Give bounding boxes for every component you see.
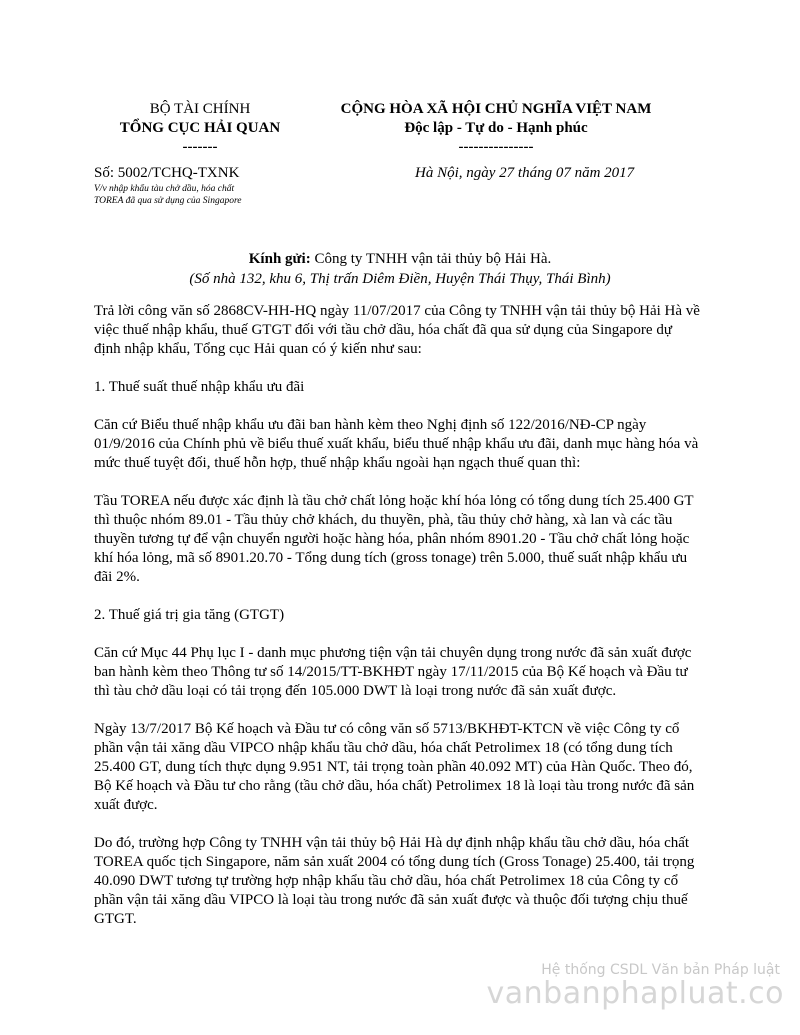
document-subject xyxy=(94,183,242,207)
subject-line-2: TOREA đã qua sử dụng của Singapore xyxy=(94,196,242,206)
national-header xyxy=(300,100,692,157)
document-number: Số: 5002/TCHQ-TXNK xyxy=(94,165,240,181)
paragraph-vat-basis: Căn cứ Mục 44 Phụ lục I - danh mục phương tiện vận tải chuyên dụng trong nước đã sản xuất được ban hành kèm theo Thông tư số 14/2015/TT-BKHĐT ngày 17/11/2015 của Bộ Kế hoạch và Đầu tư thì tàu chở dầu loại có tải trọng đến 105.000 DWT là loại trong nước đã sản xuất được. xyxy=(94,645,692,699)
department-name: TỔNG CỤC HẢI QUAN xyxy=(119,120,281,136)
paragraph-conclusion: Do đó, trường hợp Công ty TNHH vận tải thủy bộ Hải Hà dự định nhập khẩu tầu chở dầu, hóa chất TOREA quốc tịch Singapore, năm sản xuất 2004 có tổng dung tích (Gross Tonage) 25.400, tải trọng 40.090 DWT tương tự trường hợp nhập khẩu tầu chở dầu, hóa chất Petrolimex 18 của Công ty cổ phần vận tải xăng dầu VIPCO là loại tàu trong nước đã sản xuất được và thuộc đối tượng chịu thuế GTGT. xyxy=(94,835,695,927)
section-heading-1: 1. Thuế suất thuế nhập khẩu ưu đãi xyxy=(94,379,305,395)
watermark-site: vanbanphapluat.co xyxy=(486,976,784,1011)
left-separator: ------- xyxy=(182,139,218,155)
ministry-name: BỘ TÀI CHÍNH xyxy=(149,101,251,117)
recipient-address: (Số nhà 132, khu 6, Thị trấn Diêm Điền, Huyện Thái Thụy, Thái Bình) xyxy=(189,271,611,287)
recipient-name: Công ty TNHH vận tải thủy bộ Hải Hà. xyxy=(310,251,552,267)
motto: Độc lập - Tự do - Hạnh phúc xyxy=(404,120,588,136)
paragraph-tariff: Tầu TOREA nếu được xác định là tầu chở chất lỏng hoặc khí hóa lỏng có tổng dung tích 25.400 GT thì thuộc nhóm 89.01 - Tầu thủy chở khách, du thuyền, phà, tầu thủy chở hàng, xà lan và các tầu thuyền tương tự để vận chuyển người hoặc hàng hóa, phân nhóm 8901.20 - Tầu chở chất lỏng hoặc khí hóa lỏng, mã số 8901.20.70 - Tổng dung tích (gross tonage) trên 5.000, thuế suất nhập khẩu ưu đãi 2%. xyxy=(94,493,694,585)
recipient-line xyxy=(0,249,800,269)
document-date: Hà Nội, ngày 27 tháng 07 năm 2017 xyxy=(415,165,635,181)
document-body xyxy=(94,302,700,948)
section-heading-2: 2. Thuế giá trị gia tăng (GTGT) xyxy=(94,607,285,623)
paragraph-intro: Trả lời công văn số 2868CV-HH-HQ ngày 11/07/2017 của Công ty TNHH vận tải thủy bộ Hải Hà về việc thuế nhập khẩu, thuế GTGT đối với tầu chở dầu, hóa chất đã qua sử dụng của Singapore dự định nhập khẩu, Tổng cục Hải quan có ý kiến như sau: xyxy=(94,303,700,357)
subject-line-1: V/v nhập khẩu tàu chở dầu, hóa chất xyxy=(94,184,235,194)
watermark-caption: Hệ thống CSDL Văn bản Pháp luật xyxy=(541,962,780,978)
country-name: CỘNG HÒA XÃ HỘI CHỦ NGHĨA VIỆT NAM xyxy=(340,101,652,117)
paragraph-legal-basis: Căn cứ Biểu thuế nhập khẩu ưu đãi ban hành kèm theo Nghị định số 122/2016/NĐ-CP ngày 01/9/2016 của Chính phủ về biểu thuế xuất khẩu, biểu thuế nhập khẩu ưu đãi, danh mục hàng hóa và mức thuế tuyệt đối, thuế hỗn hợp, thuế nhập khẩu ngoài hạn ngạch thuế quan thì: xyxy=(94,417,699,471)
recipient-block xyxy=(0,249,800,289)
paragraph-ministry-letter: Ngày 13/7/2017 Bộ Kế hoạch và Đầu tư có công văn số 5713/BKHĐT-KTCN về việc Công ty cổ phần vận tải xăng dầu VIPCO nhập khẩu tầu chở dầu, hóa chất Petrolimex 18 (có tổng dung tích 25.400 GT, dung tích thực dụng 9.951 NT, tải trọng toàn phần 40.092 MT) của Hàn Quốc. Theo đó, Bộ Kế hoạch và Đầu tư cho rằng (tầu chở dầu, hóa chất) Petrolimex 18 là loại tàu trong nước đã sản xuất được. xyxy=(94,721,695,813)
right-separator: --------------- xyxy=(458,139,534,155)
issuer-block xyxy=(100,100,300,157)
recipient-label: Kính gửi: xyxy=(248,251,311,267)
